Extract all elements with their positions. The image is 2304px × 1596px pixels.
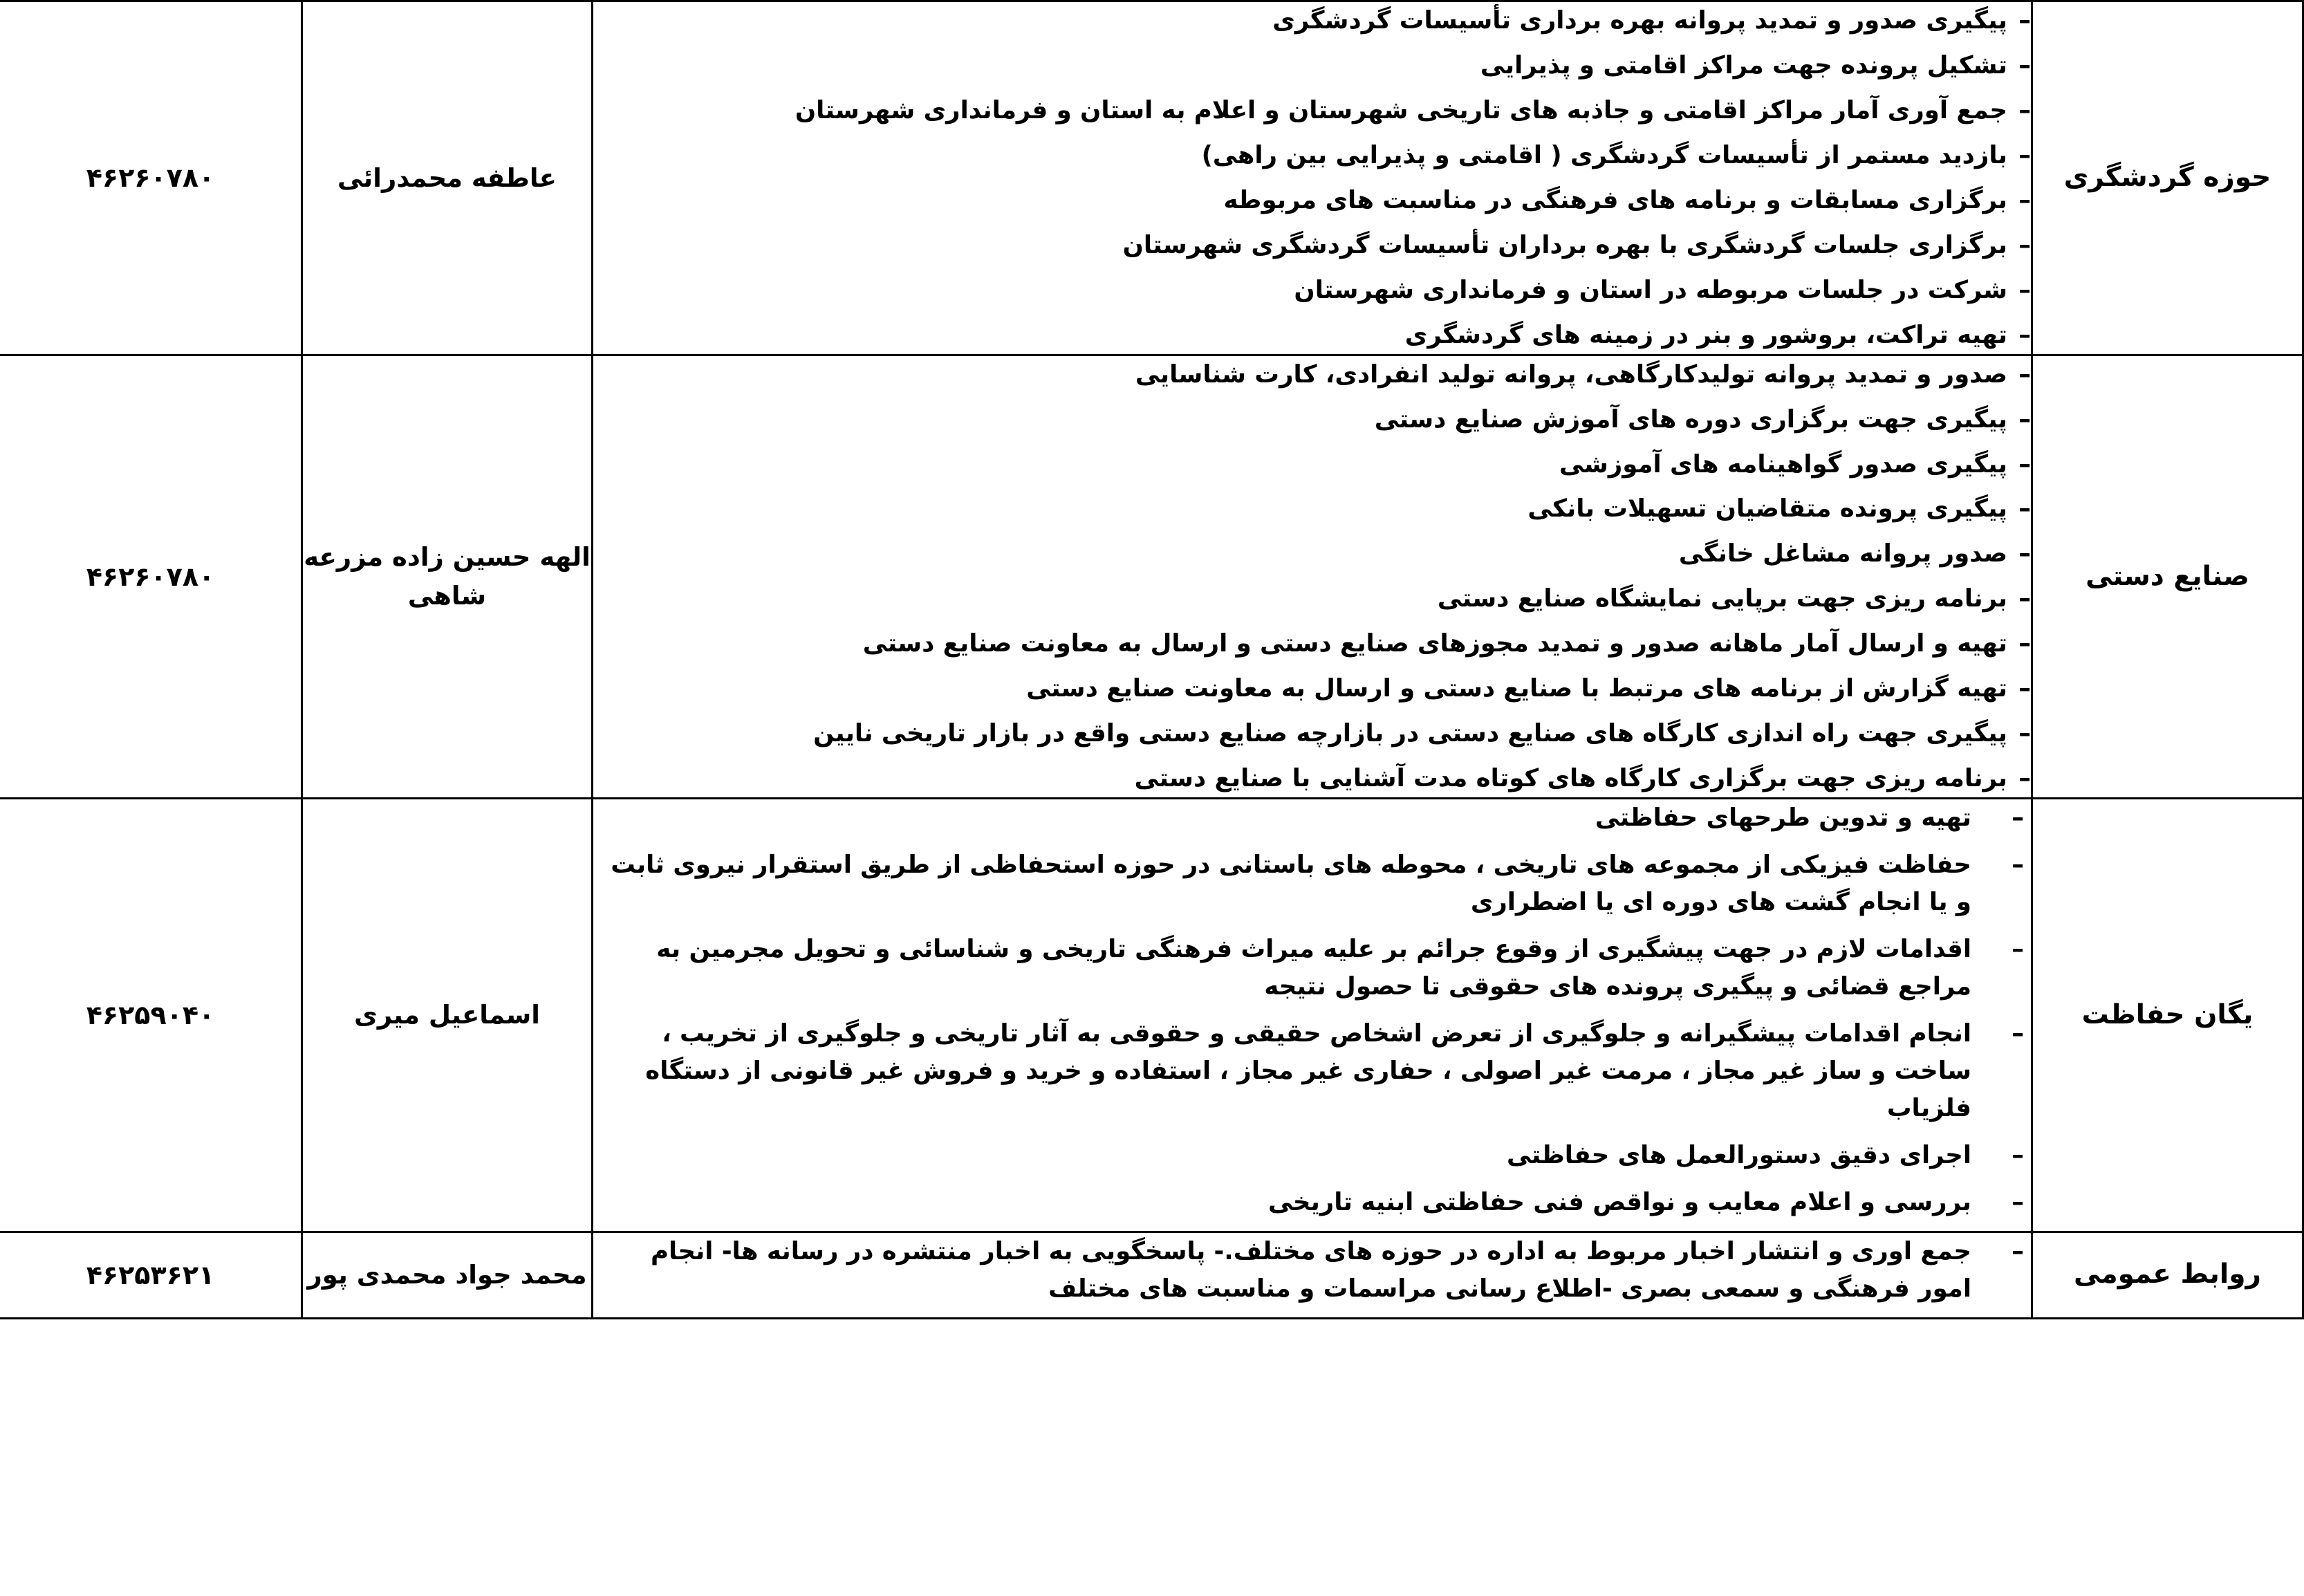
duty-item: – پیگیری صدور و تمدید پروانه بهره برداری تأسیسات گردشگری — [593, 2, 2031, 39]
duty-item: – صدور و تمدید پروانه تولیدکارگاهی، پروانه تولید انفرادی، کارت شناسایی — [593, 356, 2031, 393]
duty-item: – اقدامات لازم در جهت پیشگیری از وقوع جرائم بر علیه میراث فرهنگی تاریخی و شناسائی و تحویل مجرمین به مراجع قضائی و پیگیری پرونده های حقوقی تا حصول نتیجه — [593, 931, 2031, 1005]
duty-item: – شرکت در جلسات مربوطه در استان و فرمانداری شهرستان — [593, 272, 2031, 309]
duty-item: – جمع آوری آمار مراکز اقامتی و جاذبه های تاریخی شهرستان و اعلام به استان و فرمانداری شهرستان — [593, 92, 2031, 129]
duty-item: – حفاظت فیزیکی از مجموعه های تاریخی ، محوطه های باستانی در حوزه استحفاظی از طریق استقرار نیروی ثابت و یا انجام گشت های دوره ای یا اضطراری — [593, 846, 2031, 921]
duty-item: – برگزاری جلسات گردشگری با بهره برداران تأسیسات گردشگری شهرستان — [593, 227, 2031, 264]
duty-item: – برنامه ریزی جهت برگزاری کارگاه های کوتاه مدت آشنایی با صنایع دستی — [593, 760, 2031, 797]
duties-cell — [593, 355, 2032, 799]
duties-cell — [593, 1232, 2032, 1318]
table-row — [0, 355, 2303, 799]
duty-item: – تهیه و ارسال آمار ماهانه صدور و تمدید مجوزهای صنایع دستی و ارسال به معاونت صنایع دستی — [593, 625, 2031, 662]
phone-number-cell: ۴۶۲۶۰۷۸۰ — [0, 355, 302, 799]
table-row — [0, 1232, 2303, 1318]
duty-item: – تهیه تراکت، بروشور و بنر در زمینه های گردشگری — [593, 317, 2031, 354]
category-cell: حوزه گردشگری — [2032, 1, 2303, 355]
duty-item: – تهیه گزارش از برنامه های مرتبط با صنایع دستی و ارسال به معاونت صنایع دستی — [593, 670, 2031, 707]
duties-list — [593, 356, 2031, 798]
duties-list — [593, 1233, 2031, 1308]
duty-item: – بررسی و اعلام معایب و نواقص فنی حفاظتی ابنیه تاریخی — [593, 1184, 2031, 1221]
duty-item: – برگزاری مسابقات و برنامه های فرهنگی در مناسبت های مربوطه — [593, 182, 2031, 219]
duty-item: – اجرای دقیق دستورالعمل های حفاظتی — [593, 1137, 2031, 1174]
duty-item: – برنامه ریزی جهت برپایی نمایشگاه صنایع دستی — [593, 580, 2031, 618]
duty-item: – پیگیری جهت راه اندازی کارگاه های صنایع دستی در بازارچه صنایع دستی واقع در بازار تاریخی نایین — [593, 715, 2031, 752]
duty-item: – پیگیری صدور گواهینامه های آموزشی — [593, 446, 2031, 483]
duty-item: – انجام اقدامات پیشگیرانه و جلوگیری از تعرض اشخاص حقیقی و حقوقی به آثار تاریخی و جلوگیری از تخریب ، ساخت و ساز غیر مجاز ، مرمت غیر اصولی ، حفاری غیر مجاز ، استفاده و خرید و فروش غیر قانونی از دستگاه فلزیاب — [593, 1015, 2031, 1127]
duty-item: – تهیه و تدوین طرحهای حفاظتی — [593, 799, 2031, 837]
category-cell: روابط عمومی — [2032, 1232, 2303, 1318]
table-row — [0, 799, 2303, 1232]
person-name-cell: عاطفه محمدرائی — [302, 1, 593, 355]
duty-item: – جمع اوری و انتشار اخبار مربوط به اداره در حوزه های مختلف.- پاسخگویی به اخبار منتشره در رسانه ها- انجام امور فرهنگی و سمعی بصری -اطلاع رسانی مراسمات و مناسبت های مختلف — [593, 1233, 2031, 1308]
table-body — [0, 1, 2303, 1319]
duty-item: – تشکیل پرونده جهت مراکز اقامتی و پذیرایی — [593, 47, 2031, 84]
duties-list — [593, 799, 2031, 1221]
table-row — [0, 1, 2303, 355]
phone-number-cell: ۴۶۲۶۰۷۸۰ — [0, 1, 302, 355]
phone-number-cell: ۴۶۲۵۹۰۴۰ — [0, 799, 302, 1232]
person-name-cell: محمد جواد محمدی پور — [302, 1232, 593, 1318]
person-name-cell: اسماعیل میری — [302, 799, 593, 1232]
duty-item: – صدور پروانه مشاغل خانگی — [593, 535, 2031, 573]
category-cell: یگان حفاظت — [2032, 799, 2303, 1232]
duty-item: – پیگیری جهت برگزاری دوره های آموزش صنایع دستی — [593, 401, 2031, 438]
phone-number-cell: ۴۶۲۵۳۶۲۱ — [0, 1232, 302, 1318]
duty-item: – پیگیری پرونده متقاضیان تسهیلات بانکی — [593, 490, 2031, 528]
person-name-cell: الهه حسین زاده مزرعه شاهی — [302, 355, 593, 799]
duties-cell — [593, 799, 2032, 1232]
duty-item: – بازدید مستمر از تأسیسات گردشگری ( اقامتی و پذیرایی بین راهی) — [593, 137, 2031, 174]
duties-cell — [593, 1, 2032, 355]
duties-list — [593, 2, 2031, 354]
category-cell: صنایع دستی — [2032, 355, 2303, 799]
